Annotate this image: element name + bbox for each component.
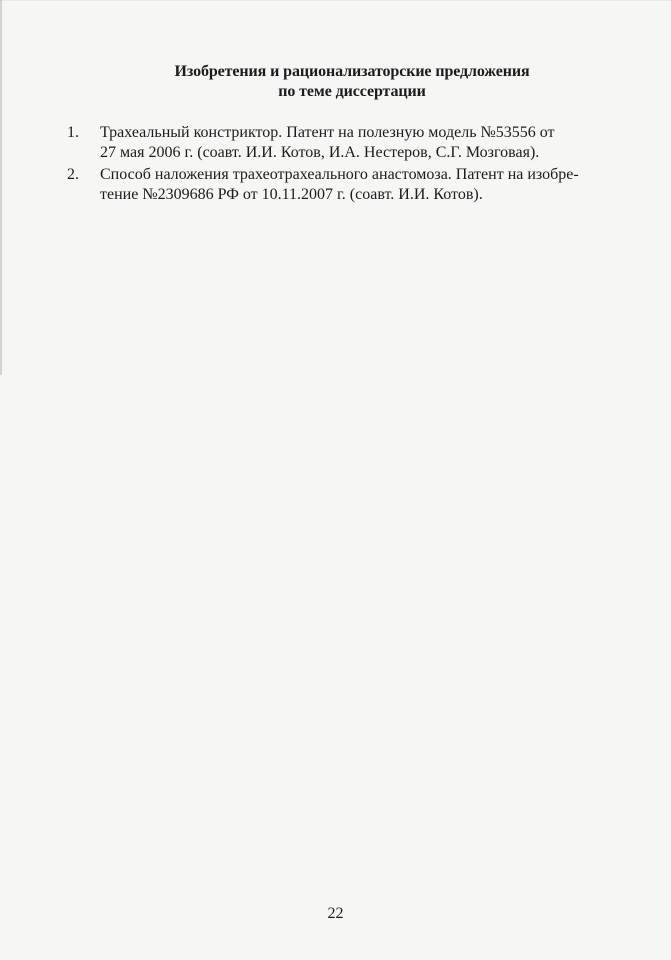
list-item-text-line: 27 мая 2006 г. (соавт. И.И. Котов, И.А. Нестеров, С.Г. Мозговая). — [100, 144, 540, 161]
scan-artifact-top — [0, 0, 671, 1]
page-number: 22 — [327, 905, 344, 922]
list-item-text-line: Трахеальный констриктор. Патент на полезную модель №53556 от — [100, 124, 555, 141]
scan-artifact-left — [0, 0, 2, 375]
list-item — [67, 123, 627, 163]
heading-line-2: по теме диссертации — [278, 83, 426, 100]
list-item — [67, 165, 627, 205]
list-item-text-line: тение №2309686 РФ от 10.11.2007 г. (соавт. И.И. Котов). — [100, 186, 483, 203]
section-heading — [0, 62, 671, 102]
list-item-number: 1. — [67, 124, 79, 141]
list-item-number: 2. — [67, 166, 79, 183]
list-item-text-line: Способ наложения трахеотрахеального анастомоза. Патент на изобре- — [100, 166, 579, 183]
patent-list — [67, 123, 627, 207]
heading-line-1: Изобретения и рационализаторские предложения — [174, 63, 530, 80]
